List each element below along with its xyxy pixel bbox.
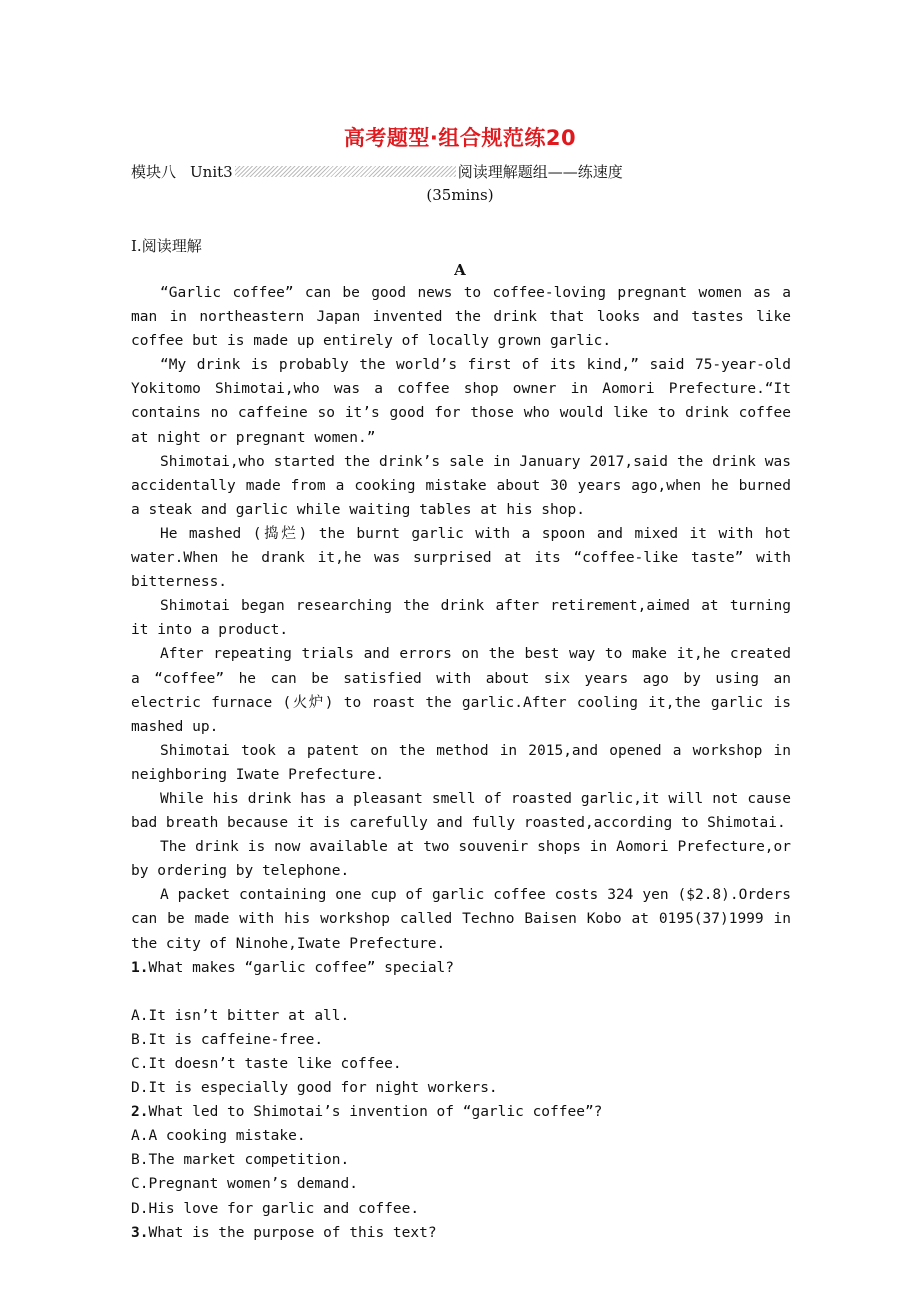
question-number: 1. — [131, 959, 149, 976]
option-d: D.His love for garlic and coffee. — [131, 1200, 420, 1217]
section-heading: Ⅰ.阅读理解 — [131, 237, 202, 255]
passage-paragraph: Shimotai took a patent on the method in 2015,and opened a workshop in neighboring Iwate Prefecture. — [131, 742, 791, 783]
question-number: 2. — [131, 1104, 149, 1121]
question-list — [131, 956, 791, 1245]
hatched-blank — [235, 166, 456, 177]
option-c: C.It doesn’t taste like coffee. — [131, 1056, 402, 1072]
option-b: B.It is caffeine-free. — [131, 1031, 324, 1048]
section-group-label: 阅读理解题组——练速度 — [457, 163, 623, 181]
module-label: 模块八 — [131, 163, 177, 181]
option-a: A.It isn’t bitter at all. — [131, 1007, 350, 1024]
question-stem: What led to Shimotai’s invention of “garlic coffee”? — [148, 1104, 603, 1121]
option-b: B.The market competition. — [131, 1152, 350, 1169]
option-d: D.It is especially good for night workers. — [131, 1080, 498, 1097]
option-a: A.A cooking mistake. — [131, 1128, 306, 1145]
passage-paragraph: The drink is now available at two souvenir shops in Aomori Prefecture,or by ordering by telephone. — [131, 839, 791, 880]
passage-paragraph: “My drink is probably the world’s first of its kind,” said 75-year-old Yokitomo Shimotai,who was a coffee shop owner in Aomori Prefecture.“It contains no caffeine so it’s good for those who would like to drink coffee at night or pregnant women.” — [131, 357, 791, 446]
question-2 — [131, 1100, 791, 1124]
module-line — [131, 161, 623, 182]
passage-paragraph: After repeating trials and errors on the best way to make it,he created a “coffee” he can be satisfied with about six years ago by using an electric furnace (火炉) to roast the garlic.After cooling it,the garlic is mashed up. — [131, 646, 791, 735]
passage-paragraph: Shimotai began researching the drink after retirement,aimed at turning it into a product. — [131, 598, 791, 639]
question-stem: What is the purpose of this text? — [148, 1224, 437, 1241]
question-3 — [131, 1221, 791, 1245]
question-stem: What makes “garlic coffee” special? — [148, 959, 455, 976]
question-number: 3. — [131, 1224, 149, 1241]
passage-paragraph: He mashed (捣烂) the burnt garlic with a spoon and mixed it with hot water.When he drank it,he was surprised at its “coffee-like taste” with bitterness. — [131, 525, 791, 591]
time-limit: (35mins) — [426, 186, 494, 204]
unit-label: Unit3 — [190, 162, 233, 181]
passage-paragraph: Shimotai,who started the drink’s sale in January 2017,said the drink was accidentally made from a cooking mistake about 30 years ago,when he burned a steak and garlic while waiting tables at his shop. — [131, 453, 791, 518]
question-1 — [131, 956, 791, 980]
answer-gap — [131, 980, 791, 1004]
passage-letter: A — [454, 261, 466, 279]
option-c: C.Pregnant women’s demand. — [131, 1176, 358, 1193]
page-title: 高考题型·组合规范练20 — [343, 126, 577, 150]
passage-paragraph: While his drink has a pleasant smell of roasted garlic,it will not cause bad breath because it is carefully and fully roasted,according to Shimotai. — [131, 790, 791, 832]
passage-paragraph: “Garlic coffee” can be good news to coffee-loving pregnant women as a man in northeastern Japan invented the drink that looks and tastes like coffee but is made up entirely of locally grown garlic. — [131, 285, 791, 350]
passage-body — [131, 281, 791, 1245]
passage-paragraph: A packet containing one cup of garlic coffee costs 324 yen ($2.8).Orders can be made with his workshop called Techno Baisen Kobo at 0195(37)1999 in the city of Ninohe,Iwate Prefecture. — [131, 887, 791, 952]
